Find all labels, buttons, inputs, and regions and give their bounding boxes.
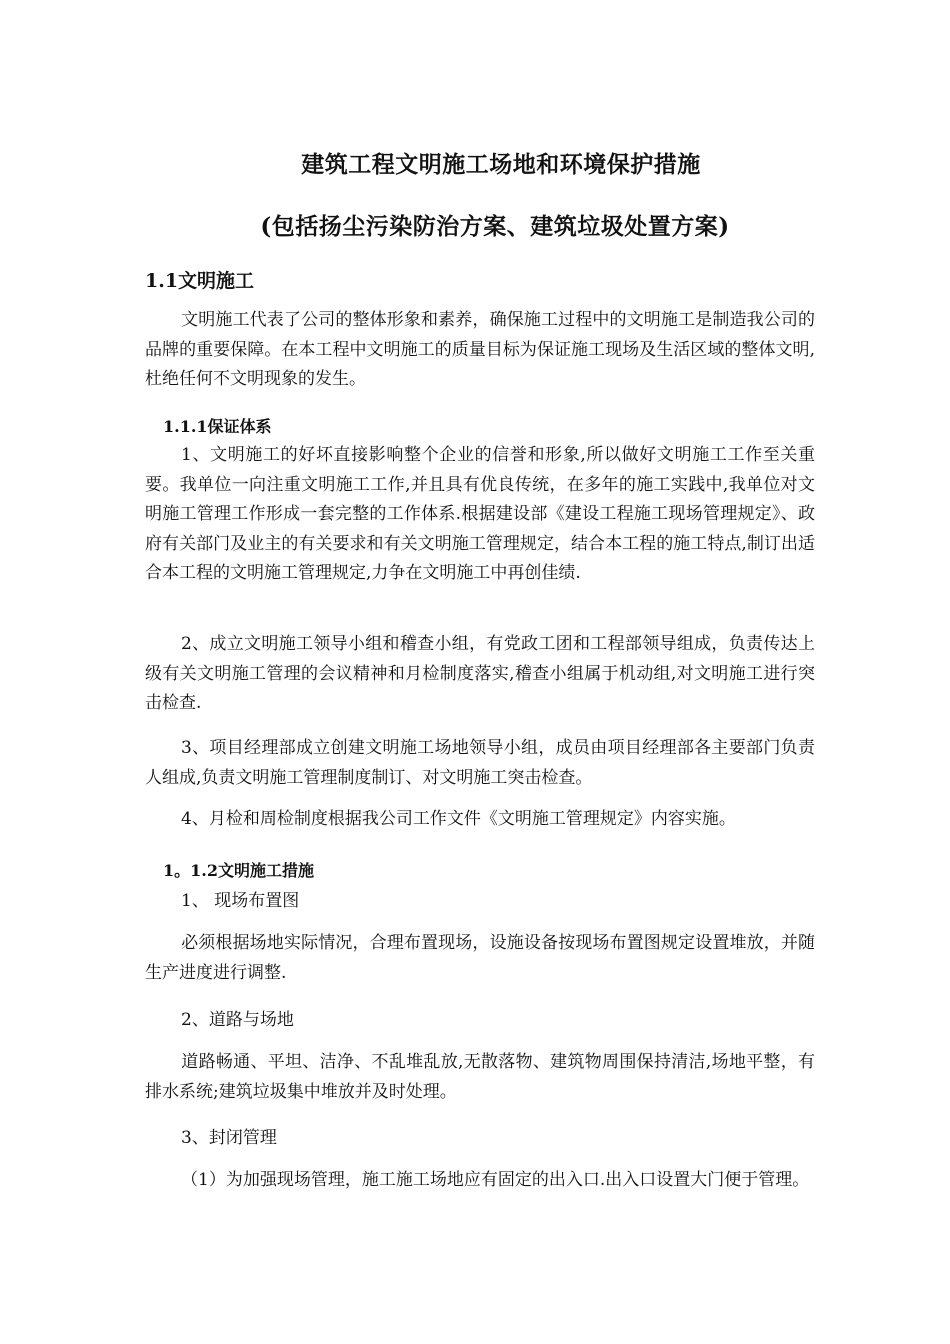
section-heading-1-1: 1.1文明施工 [145, 270, 255, 292]
document-title: 建筑工程文明施工场地和环境保护措施 [301, 151, 701, 178]
subsection-label-3: 3、封闭管理 [181, 1128, 277, 1148]
subsection-text-2: 道路畅通、平坦、洁净、不乱堆乱放,无散落物、建筑物周围保持清洁,场地平整，有排水系统;建筑垃圾集中堆放并及时处理。 [145, 1052, 815, 1102]
subsection-text-3: （1）为加强现场管理，施工施工场地应有固定的出入口.出入口设置大门便于管理。 [181, 1170, 810, 1190]
section-heading-1-1-1: 1.1.1保证体系 [163, 417, 272, 436]
subsection-text-1: 必须根据场地实际情况，合理布置现场，设施设备按现场布置图规定设置堆放，并随生产进度进行调整. [145, 933, 815, 983]
paragraph-item-3: 3、项目经理部成立创建文明施工场地领导小组，成员由项目经理部各主要部门负责人组成,负责文明施工管理制度制订、对文明施工突击检查。 [145, 738, 815, 788]
paragraph-item-2: 2、成立文明施工领导小组和稽查小组，有党政工团和工程部领导组成，负责传达上级有关文明施工管理的会议精神和月检制度落实,稽查小组属于机动组,对文明施工进行突击检查. [145, 634, 815, 713]
paragraph-item-1: 1、文明施工的好坏直接影响整个企业的信誉和形象,所以做好文明施工工作至关重要。我单位一向注重文明施工工作,并且具有优良传统，在多年的施工实践中,我单位对文明施工管理工作形成一套完整的工作体系.根据建设部《建设工程施工现场管理规定》、政府有关部门及业主的有关要求和有关文明施工管理规定，结合本工程的施工特点,制订出适合本工程的文明施工管理规定,力争在文明施工中再创佳绩. [145, 445, 815, 583]
paragraph-item-4: 4、月检和周检制度根据我公司工作文件《文明施工管理规定》内容实施。 [181, 809, 736, 829]
document-subtitle: (包括扬尘污染防治方案、建筑垃圾处置方案) [260, 213, 730, 240]
subsection-label-1: 1、 现场布置图 [181, 891, 300, 911]
section-heading-1-1-2: 1。1.2文明施工措施 [163, 861, 314, 880]
intro-paragraph: 文明施工代表了公司的整体形象和素养，确保施工过程中的文明施工是制造我公司的品牌的重要保障。在本工程中文明施工的质量目标为保证施工现场及生活区域的整体文明,杜绝任何不文明现象的发生。 [145, 310, 815, 389]
subsection-label-2: 2、道路与场地 [181, 1010, 294, 1030]
